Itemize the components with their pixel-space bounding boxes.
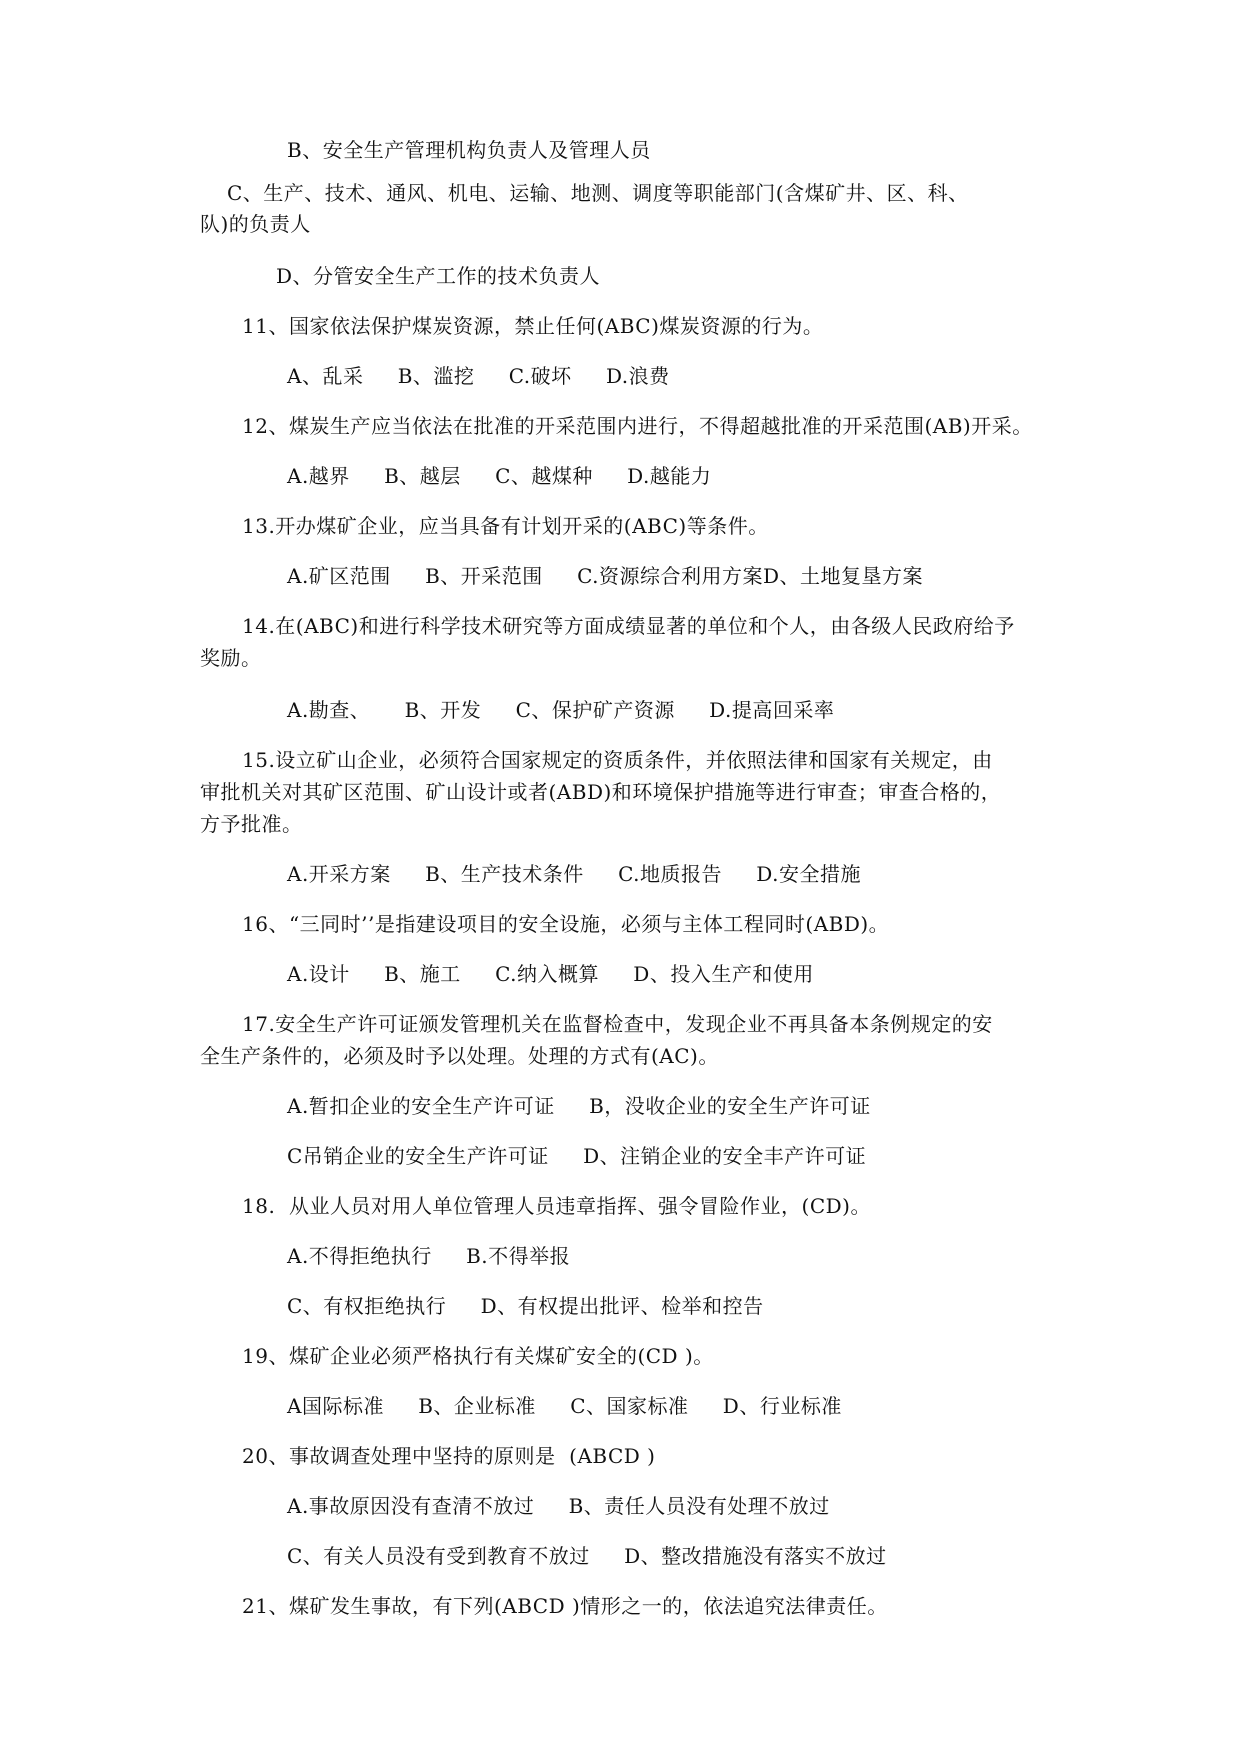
question-14-cont: 奖励。 — [200, 646, 262, 670]
options-18: A.不得拒绝执行 B.不得举报 — [287, 1244, 571, 1268]
option-line-continuation: 队)的负责人 — [200, 212, 311, 236]
options-13: A.矿区范围 B、开采范围 C.资源综合利用方案D、土地复垦方案 — [287, 564, 924, 588]
question-21: 21、煤矿发生事故，有下列(ABCD )情形之一的，依法追究法律责任。 — [242, 1594, 888, 1618]
options-20: A.事故原因没有查清不放过 B、责任人员没有处理不放过 — [287, 1494, 830, 1518]
question-12: 12、煤炭生产应当依法在批准的开采范围内进行，不得超越批准的开采范围(AB)开采。 — [242, 414, 1033, 438]
question-15-cont: 审批机关对其矿区范围、矿山设计或者(ABD)和环境保护措施等进行审查；审查合格的， — [200, 780, 1002, 804]
option-line: D、分管安全生产工作的技术负责人 — [276, 264, 601, 288]
option-line: C、生产、技术、通风、机电、运输、地测、调度等职能部门(含煤矿井、区、科、 — [227, 181, 969, 205]
options-18: C、有权拒绝执行 D、有权提出批评、检举和控告 — [287, 1294, 764, 1318]
question-15-cont: 方予批准。 — [200, 812, 303, 836]
question-17-cont: 全生产条件的，必须及时予以处理。处理的方式有(AC)。 — [200, 1044, 719, 1068]
question-15: 15.设立矿山企业，必须符合国家规定的资质条件，并依照法律和国家有关规定，由 — [242, 748, 993, 772]
options-15: A.开采方案 B、生产技术条件 C.地质报告 D.安全措施 — [287, 862, 861, 886]
options-12: A.越界 B、越层 C、越煤种 D.越能力 — [287, 464, 712, 488]
options-17: C吊销企业的安全生产许可证 D、注销企业的安全丰产许可证 — [287, 1144, 867, 1168]
question-20: 20、事故调查处理中坚持的原则是 (ABCD ) — [242, 1444, 656, 1468]
options-17: A.暂扣企业的安全生产许可证 B，没收企业的安全生产许可证 — [287, 1094, 871, 1118]
question-17: 17.安全生产许可证颁发管理机关在监督检查中，发现企业不再具备本条例规定的安 — [242, 1012, 993, 1036]
question-18: 18. 从业人员对用人单位管理人员违章指挥、强令冒险作业，(CD)。 — [242, 1194, 871, 1218]
question-13: 13.开办煤矿企业，应当具备有计划开采的(ABC)等条件。 — [242, 514, 769, 538]
question-19: 19、煤矿企业必须严格执行有关煤矿安全的(CD )。 — [242, 1344, 714, 1368]
options-19: A国际标准 B、企业标准 C、国家标准 D、行业标准 — [287, 1394, 842, 1418]
options-16: A.设计 B、施工 C.纳入概算 D、投入生产和使用 — [287, 962, 814, 986]
option-line: B、安全生产管理机构负责人及管理人员 — [287, 138, 651, 162]
options-11: A、乱采 B、滥挖 C.破坏 D.浪费 — [287, 364, 670, 388]
question-16: 16、“三同时’’是指建设项目的安全设施，必须与主体工程同时(ABD)。 — [242, 912, 890, 936]
question-14: 14.在(ABC)和进行科学技术研究等方面成绩显著的单位和个人，由各级人民政府给予 — [242, 614, 1015, 638]
question-11: 11、国家依法保护煤炭资源，禁止任何(ABC)煤炭资源的行为。 — [242, 314, 824, 338]
options-20: C、有关人员没有受到教育不放过 D、整改措施没有落实不放过 — [287, 1544, 887, 1568]
options-14: A.勘查、 B、开发 C、保护矿产资源 D.提高回采率 — [287, 698, 835, 722]
